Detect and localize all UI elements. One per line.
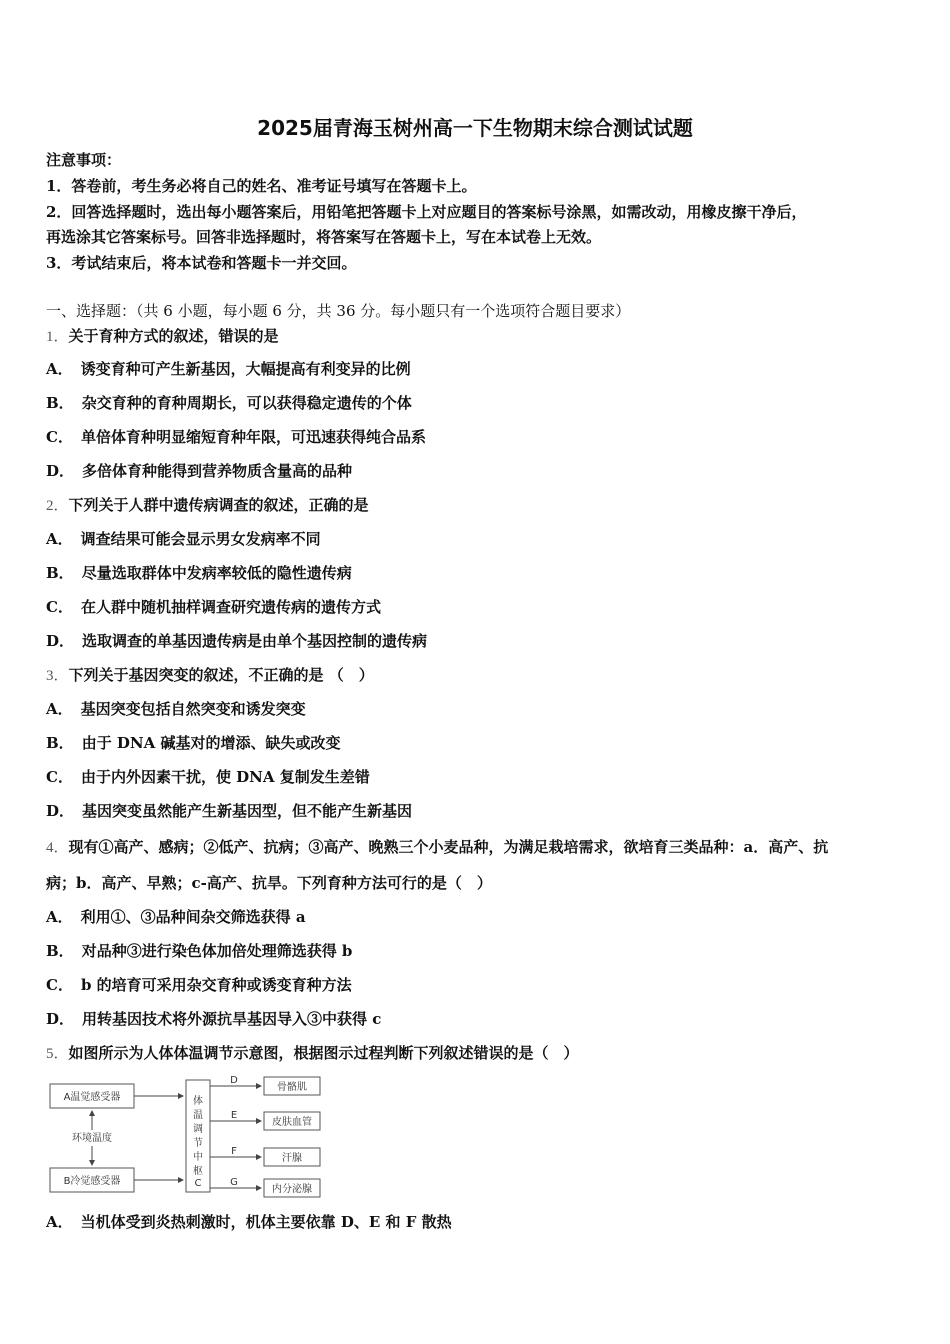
option-text: 由于内外因素干扰，使 DNA 复制发生差错 (80, 768, 370, 786)
option-3b (46, 733, 341, 753)
option-letter: C． (46, 768, 73, 786)
option-letter: B． (46, 734, 74, 752)
option-2a (46, 529, 321, 549)
section-heading: 一、选择题：（共 6 小题，每小题 6 分，共 36 分。每小题只有一个选项符合题目要求） (46, 302, 631, 320)
center-char: 体 (193, 1096, 203, 1107)
question-stem: 如图所示为人体体温调节示意图，根据图示过程判断下列叙述错误的是（ ） (68, 1044, 579, 1062)
question-3 (46, 665, 374, 686)
option-letter: B． (46, 394, 74, 412)
option-1d (46, 461, 352, 481)
target-skin-vessels: 皮肤血管 (272, 1117, 312, 1128)
thermoregulation-diagram (46, 1074, 336, 1202)
question-stem: 关于育种方式的叙述，错误的是 (68, 327, 279, 345)
center-char: 枢 (193, 1166, 203, 1177)
option-3c (46, 767, 370, 787)
option-4b (46, 941, 352, 961)
option-2c (46, 597, 381, 617)
option-4a (46, 907, 306, 927)
option-4d (46, 1009, 381, 1029)
option-text: 用转基因技术将外源抗旱基因导入③中获得 c (82, 1010, 382, 1028)
option-letter: A． (46, 908, 73, 926)
notice-heading: 注意事项： (46, 151, 122, 169)
question-stem: 现有①高产、感病；②低产、抗病；③高产、晚熟三个小麦品种，为满足栽培需求，欲培育三类品种：a．高产、抗 (68, 838, 829, 856)
question-number: 1． (46, 329, 69, 345)
option-letter: B． (46, 942, 74, 960)
option-text: 尽量选取群体中发病率较低的隐性遗传病 (81, 564, 352, 582)
question-number: 2． (46, 498, 69, 514)
option-text: 杂交育种的育种周期长，可以获得稳定遗传的个体 (81, 394, 412, 412)
option-1b (46, 393, 412, 413)
option-letter: C． (46, 428, 73, 446)
question-4 (46, 837, 828, 858)
option-letter: A． (46, 360, 73, 378)
option-text: 诱变育种可产生新基因，大幅提高有利变异的比例 (80, 360, 411, 378)
target-sweat-gland: 汗腺 (282, 1153, 302, 1164)
option-3a (46, 699, 306, 719)
target-skeletal-muscle: 骨骼肌 (277, 1082, 307, 1093)
arrow-f-label: F (231, 1146, 237, 1157)
option-text: 当机体受到炎热刺激时，机体主要依靠 D、E 和 F 散热 (80, 1213, 452, 1231)
question-number: 5． (46, 1046, 69, 1062)
option-text: 选取调查的单基因遗传病是由单个基因控制的遗传病 (82, 632, 428, 650)
notice-item-2-cont: 再选涂其它答案标号。回答非选择题时，将答案写在答题卡上，写在本试卷上无效。 (46, 228, 602, 246)
option-letter: D． (46, 632, 75, 650)
option-text: 基因突变虽然能产生新基因型，但不能产生新基因 (82, 802, 413, 820)
notice-item-2: 2．回答选择题时，选出每小题答案后，用铅笔把答题卡上对应题目的答案标号涂黑，如需改动，用橡皮擦干净后， (46, 203, 807, 221)
option-letter: D． (46, 802, 75, 820)
option-5a (46, 1212, 452, 1232)
question-4-cont: 病；b．高产、早熟；c-高产、抗旱。下列育种方法可行的是（ ） (46, 874, 492, 892)
arrow-e-label: E (230, 1110, 238, 1121)
receptor-b-label: B冷觉感受器 (63, 1176, 121, 1187)
option-letter: D． (46, 1010, 75, 1028)
receptor-a-label: A温觉感受器 (63, 1092, 121, 1103)
option-2d (46, 631, 427, 651)
option-2b (46, 563, 352, 583)
option-letter: C． (46, 976, 73, 994)
page-title: 2025届青海玉树州高一下生物期末综合测试试题 (257, 116, 693, 140)
option-text: 调查结果可能会显示男女发病率不同 (80, 530, 321, 548)
question-stem: 下列关于基因突变的叙述，不正确的是 （ ） (68, 666, 374, 684)
option-letter: A． (46, 700, 73, 718)
option-letter: C． (46, 598, 73, 616)
option-text: 单倍体育种明显缩短育种年限，可迅速获得纯合品系 (80, 428, 426, 446)
option-1c (46, 427, 426, 447)
center-char: 节 (193, 1138, 203, 1149)
option-letter: A． (46, 530, 73, 548)
question-2 (46, 495, 369, 516)
center-char: 温 (193, 1110, 203, 1121)
option-letter: B． (46, 564, 74, 582)
question-number: 3． (46, 668, 69, 684)
option-text: b 的培育可采用杂交育种或诱变育种方法 (80, 976, 352, 994)
question-number: 4． (46, 840, 69, 856)
notice-item-1: 1．答卷前，考生务必将自己的姓名、准考证号填写在答题卡上。 (46, 177, 477, 195)
option-text: 由于 DNA 碱基对的增添、缺失或改变 (81, 734, 341, 752)
arrow-g-label: G (230, 1177, 238, 1188)
option-4c (46, 975, 352, 995)
option-text: 在人群中随机抽样调查研究遗传病的遗传方式 (80, 598, 381, 616)
center-char: 中 (193, 1152, 203, 1163)
center-char: 调 (193, 1124, 203, 1135)
option-text: 对品种③进行染色体加倍处理筛选获得 b (81, 942, 353, 960)
option-3d (46, 801, 412, 821)
center-char: C (194, 1178, 202, 1189)
notice-item-3: 3．考试结束后，将本试卷和答题卡一并交回。 (46, 254, 357, 272)
option-text: 多倍体育种能得到营养物质含量高的品种 (82, 462, 353, 480)
option-1a (46, 359, 411, 379)
question-stem: 下列关于人群中遗传病调查的叙述，正确的是 (68, 496, 369, 514)
option-text: 利用①、③品种间杂交筛选获得 a (80, 908, 306, 926)
option-text: 基因突变包括自然突变和诱发突变 (80, 700, 306, 718)
option-letter: D． (46, 462, 75, 480)
arrow-d-label: D (230, 1075, 238, 1086)
question-5 (46, 1043, 579, 1064)
question-1 (46, 326, 279, 347)
env-temp-label: 环境温度 (72, 1133, 112, 1144)
option-letter: A． (46, 1213, 73, 1231)
target-endocrine: 内分泌腺 (272, 1184, 312, 1195)
